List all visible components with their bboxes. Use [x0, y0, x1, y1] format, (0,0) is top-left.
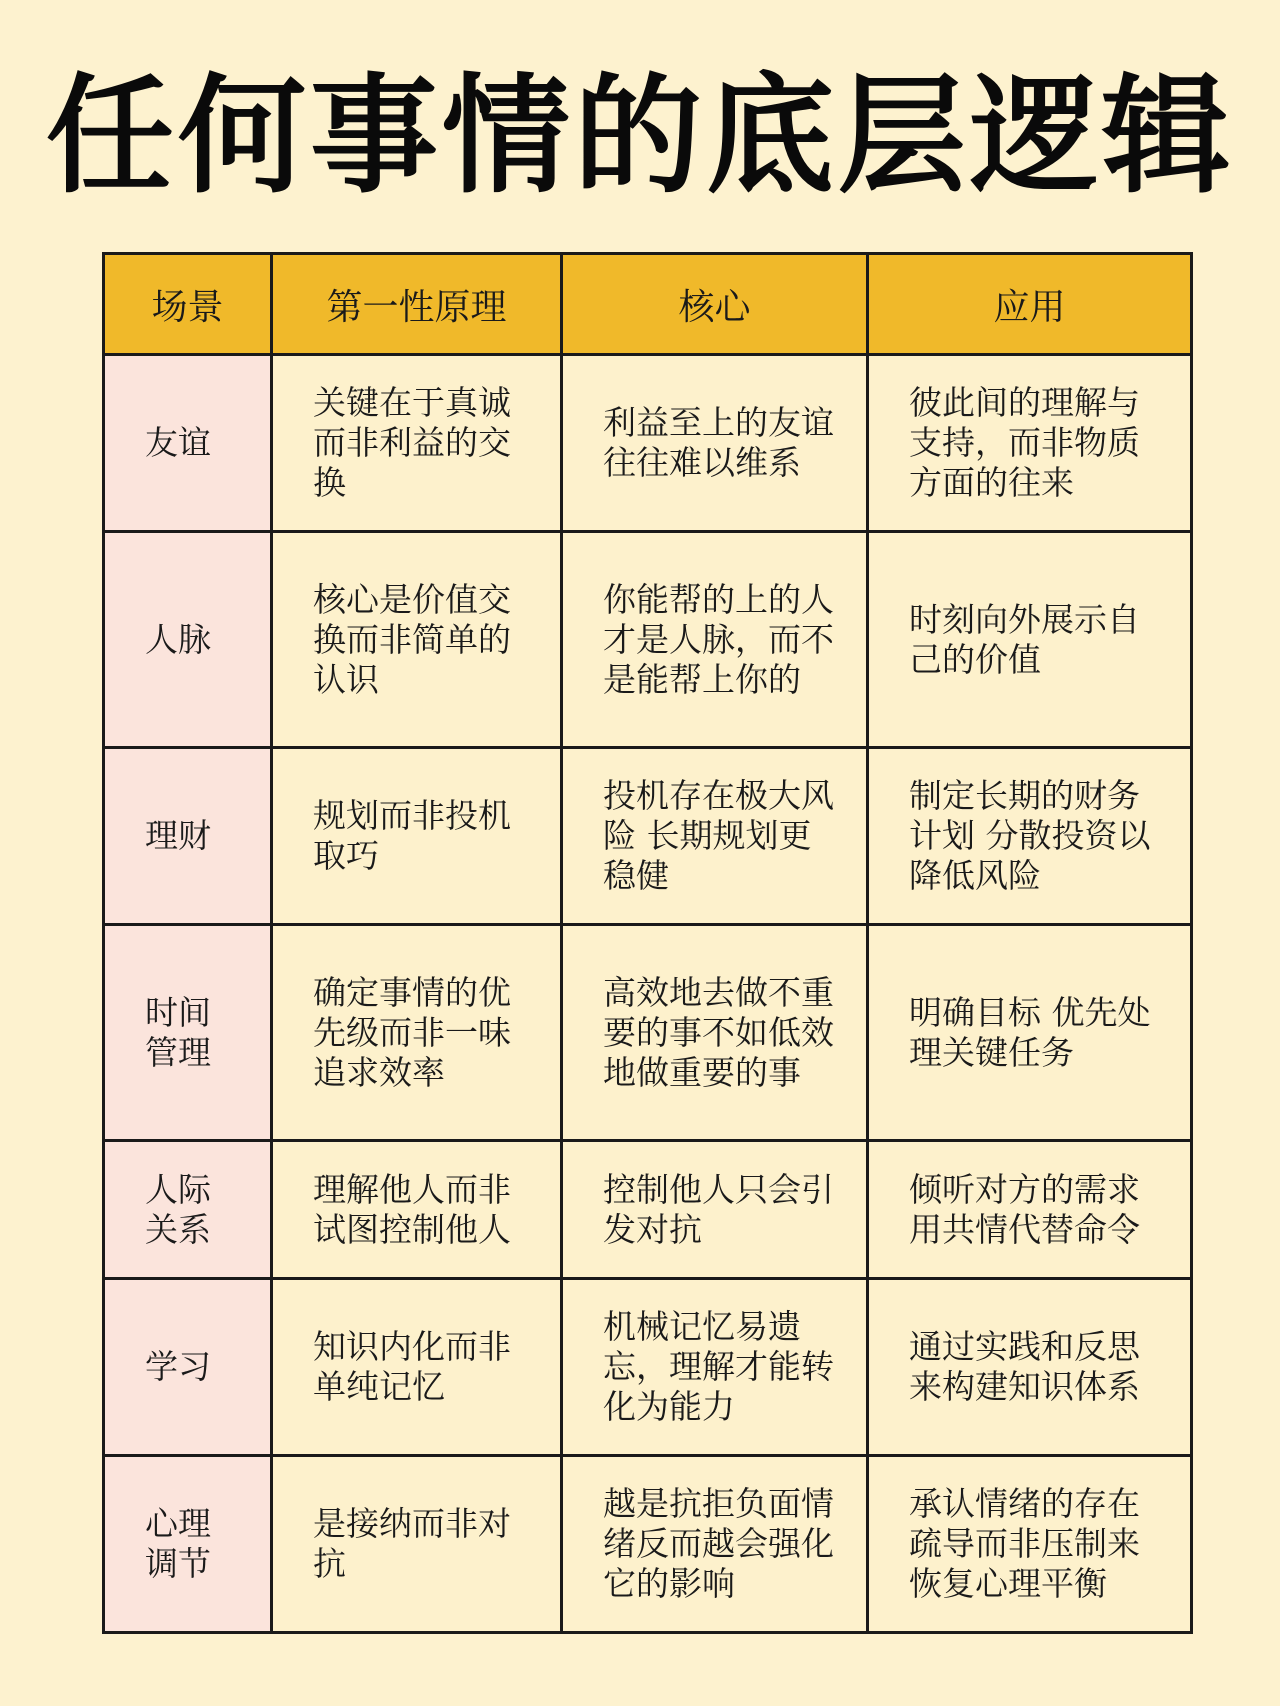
- application-cell: 承认情绪的存在疏导而非压制来恢复心理平衡: [868, 1456, 1192, 1633]
- core-cell: 你能帮的上的人才是人脉，而不是能帮上你的: [562, 532, 868, 748]
- table-row: [104, 1456, 1192, 1633]
- table-row: [104, 748, 1192, 925]
- application-cell: 倾听对方的需求用共情代替命令: [868, 1141, 1192, 1279]
- principle-cell: 核心是价值交换而非简单的认识: [272, 532, 562, 748]
- header-principle: 第一性原理: [272, 254, 562, 355]
- header-row: [104, 254, 1192, 355]
- table-row: [104, 532, 1192, 748]
- scene-cell: 人际 关系: [104, 1141, 272, 1279]
- core-cell: 机械记忆易遗忘，理解才能转化为能力: [562, 1279, 868, 1456]
- application-cell: 彼此间的理解与支持，而非物质方面的往来: [868, 355, 1192, 532]
- application-cell: 通过实践和反思来构建知识体系: [868, 1279, 1192, 1456]
- application-cell: 时刻向外展示自己的价值: [868, 532, 1192, 748]
- table-row: [104, 355, 1192, 532]
- scene-cell: 心理 调节: [104, 1456, 272, 1633]
- core-cell: 利益至上的友谊往往难以维系: [562, 355, 868, 532]
- scene-cell: 人脉: [104, 532, 272, 748]
- header-core: 核心: [562, 254, 868, 355]
- core-cell: 越是抗拒负面情绪反而越会强化它的影响: [562, 1456, 868, 1633]
- core-cell: 控制他人只会引发对抗: [562, 1141, 868, 1279]
- core-cell: 高效地去做不重要的事不如低效地做重要的事: [562, 925, 868, 1141]
- principle-cell: 理解他人而非试图控制他人: [272, 1141, 562, 1279]
- table-row: [104, 925, 1192, 1141]
- principle-cell: 确定事情的优先级而非一味追求效率: [272, 925, 562, 1141]
- header-application: 应用: [868, 254, 1192, 355]
- scene-cell: 时间 管理: [104, 925, 272, 1141]
- page-title: 任何事情的底层逻辑: [45, 62, 1234, 211]
- table-row: [104, 1279, 1192, 1456]
- principle-cell: 知识内化而非单纯记忆: [272, 1279, 562, 1456]
- scene-cell: 友谊: [104, 355, 272, 532]
- application-cell: 明确目标 优先处理关键任务: [868, 925, 1192, 1141]
- principle-cell: 关键在于真诚而非利益的交换: [272, 355, 562, 532]
- core-cell: 投机存在极大风险 长期规划更稳健: [562, 748, 868, 925]
- application-cell: 制定长期的财务计划 分散投资以降低风险: [868, 748, 1192, 925]
- scene-cell: 学习: [104, 1279, 272, 1456]
- scene-cell: 理财: [104, 748, 272, 925]
- principle-cell: 规划而非投机取巧: [272, 748, 562, 925]
- principle-cell: 是接纳而非对抗: [272, 1456, 562, 1633]
- logic-table: [102, 252, 1193, 1634]
- table-row: [104, 1141, 1192, 1279]
- header-scene: 场景: [104, 254, 272, 355]
